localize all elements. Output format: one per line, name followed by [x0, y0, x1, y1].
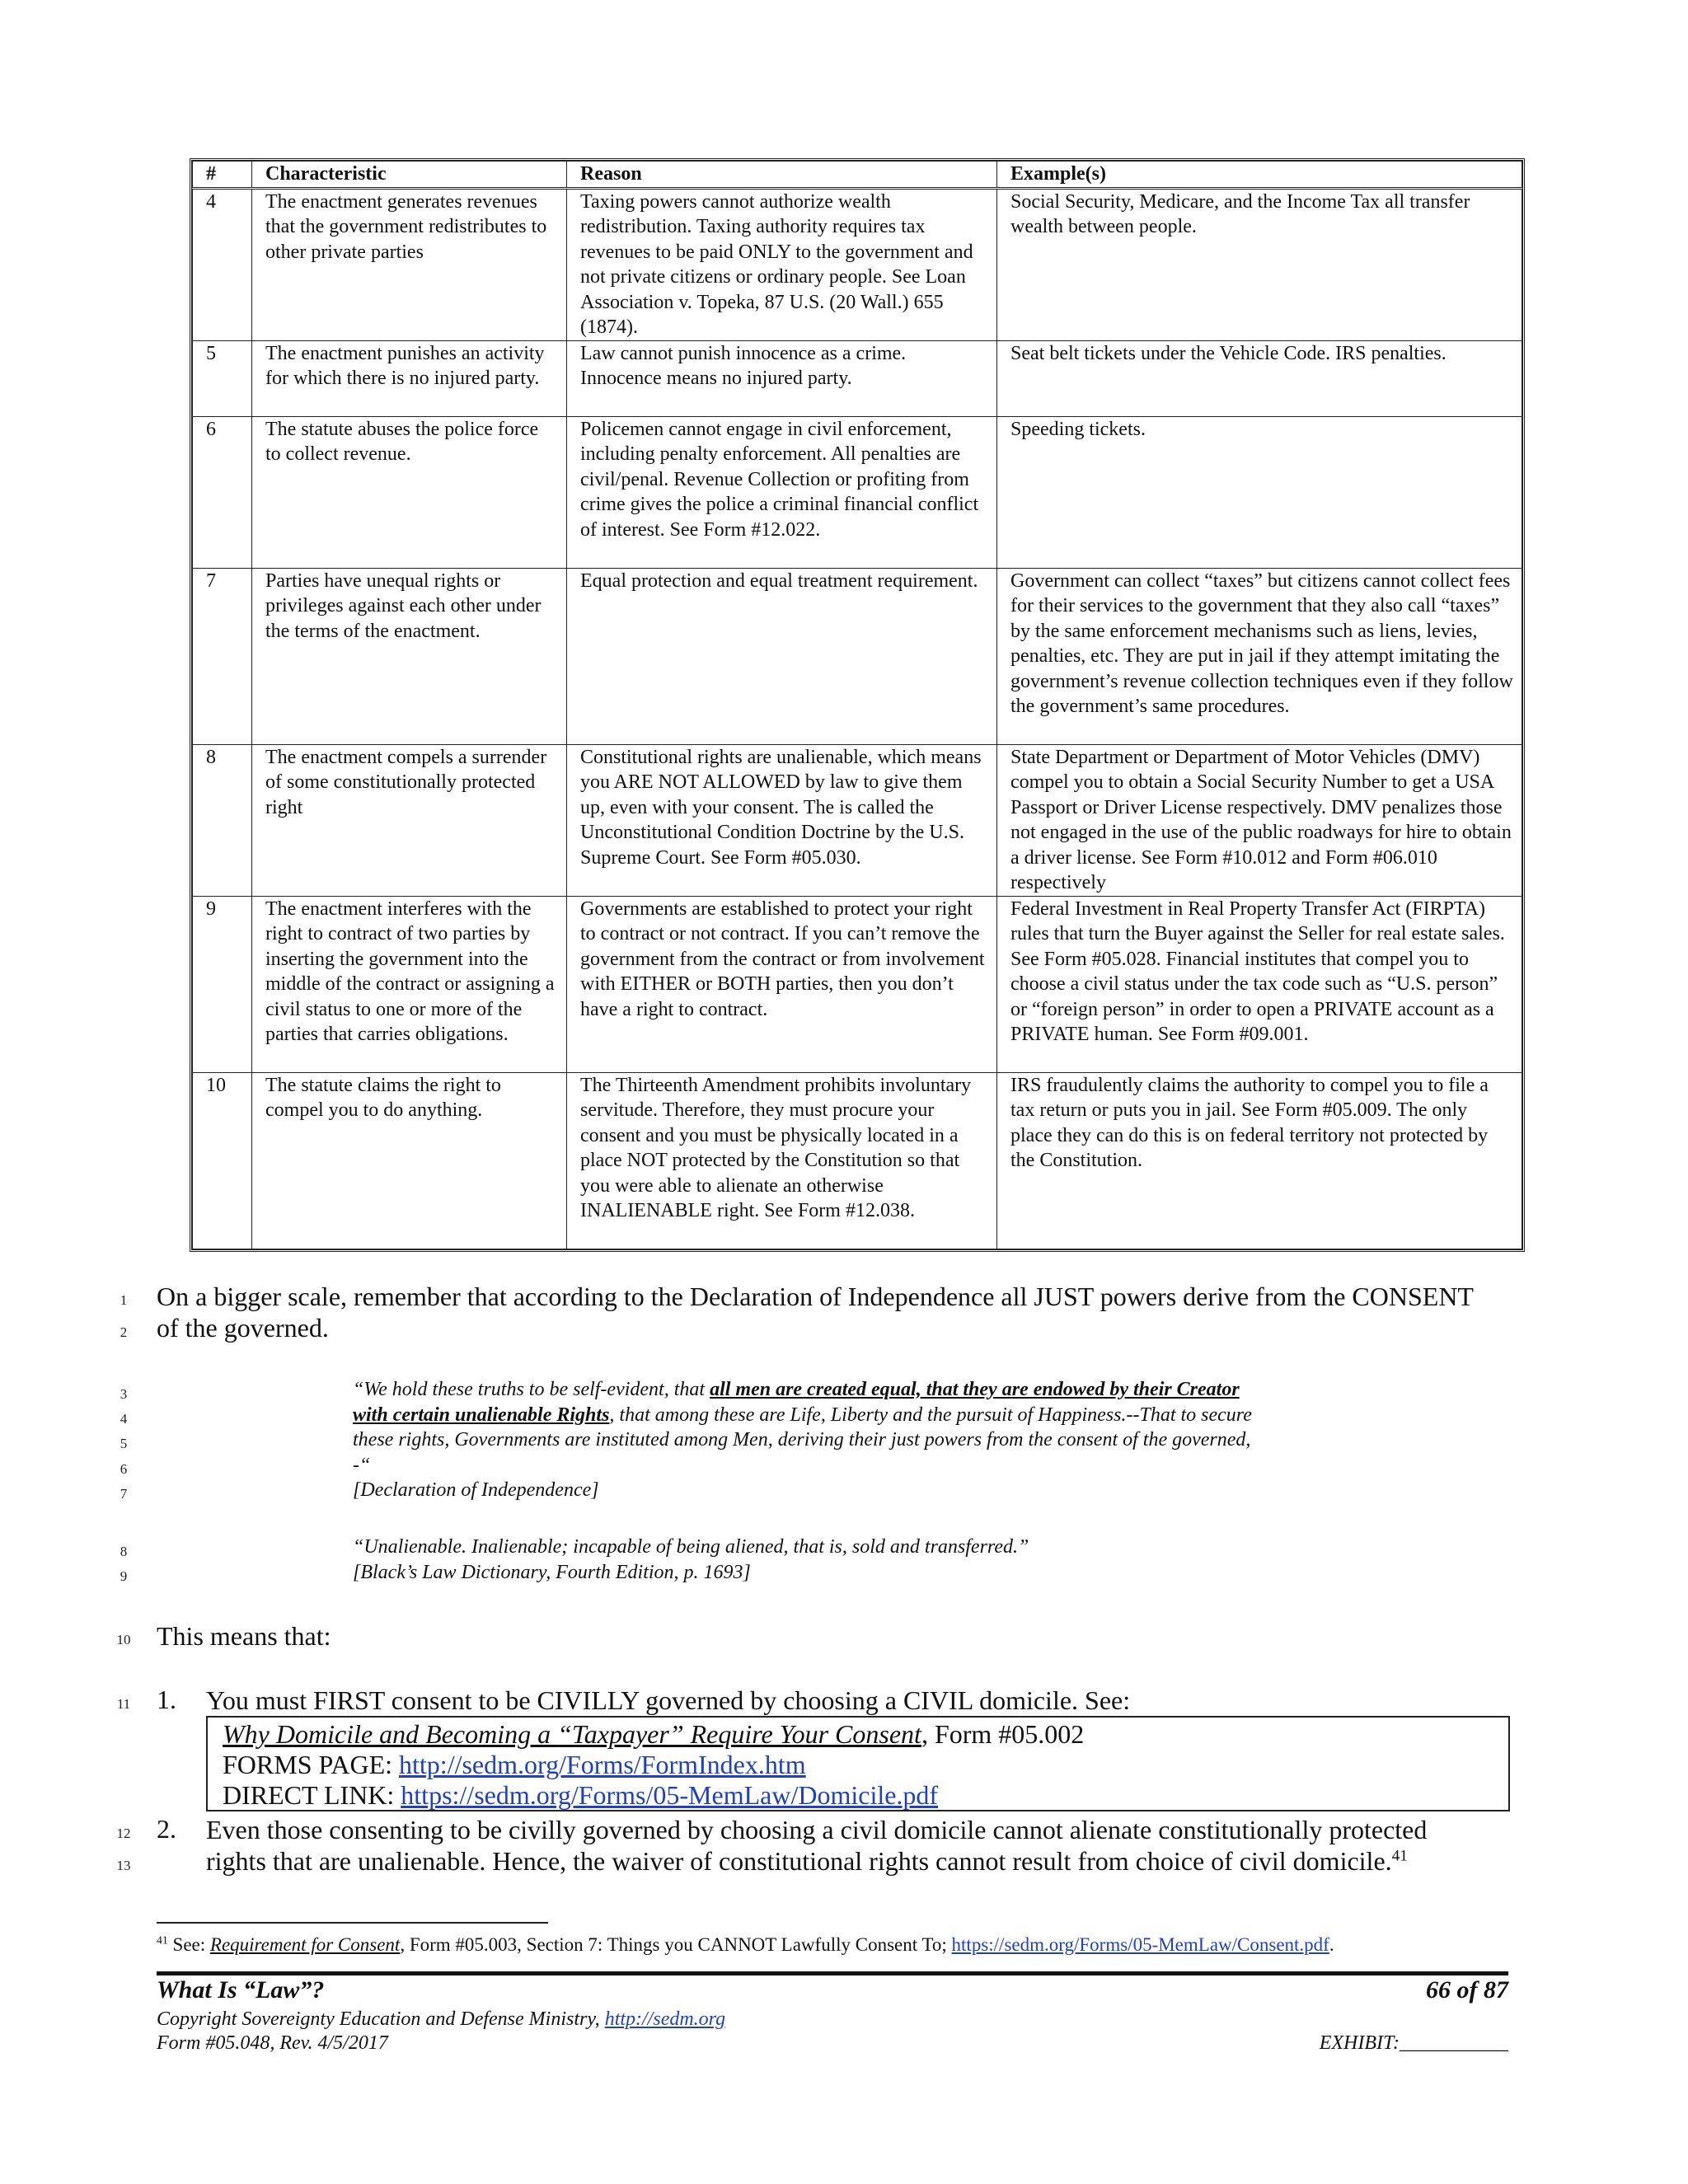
- list-item-number: 2.: [157, 1814, 176, 1844]
- footnote-link[interactable]: https://sedm.org/Forms/05-MemLaw/Consent.pdf: [951, 1934, 1329, 1955]
- footer-title: What Is “Law”?: [157, 1976, 325, 2004]
- quote-emphasis: with certain unalienable Rights: [353, 1404, 610, 1426]
- row-characteristic: The enactment interferes with the right to contract of two parties by inserting the government into the middle of the contract or assigning a civil status to one or more of the parties that carries obligations.: [252, 896, 567, 1072]
- header-examples: Example(s): [997, 162, 1522, 189]
- quote-line: “Unalienable. Inalienable; incapable of being aliened, that is, sold and transferred.”: [353, 1536, 1029, 1558]
- table-row: [193, 1072, 1522, 1249]
- line-number: 5: [120, 1436, 128, 1451]
- characteristics-table: [190, 158, 1525, 1252]
- row-num: 4: [193, 188, 252, 340]
- row-num: 6: [193, 416, 252, 568]
- row-reason: Policemen cannot engage in civil enforcement, including penalty enforcement. All penalties are civil/penal. Revenue Collection or profiting from crime gives the police a criminal financial conflict of interest. See Form #12.022.: [567, 416, 997, 568]
- list-item-number: 1.: [157, 1685, 176, 1714]
- row-reason: Governments are established to protect your right to contract or not contract. If you can’t remove the government from the contract or from involvement with EITHER or BOTH parties, then you don’t have a right to contract.: [567, 896, 997, 1072]
- row-num: 10: [193, 1072, 252, 1249]
- header-num: #: [193, 162, 252, 189]
- page-number: 66 of 87: [1426, 1976, 1508, 2004]
- row-reason: Taxing powers cannot authorize wealth redistribution. Taxing authority requires tax revenues to be paid ONLY to the government and not private citizens or ordinary people. See Loan Association v. Topeka, 87 U.S. (20 Wall.) 655 (1874).: [567, 188, 997, 340]
- row-examples: Seat belt tickets under the Vehicle Code. IRS penalties.: [997, 340, 1522, 416]
- footer-exhibit: EXHIBIT:___________: [1319, 2032, 1508, 2054]
- row-characteristic: The statute claims the right to compel you to do anything.: [252, 1072, 567, 1249]
- row-examples: Social Security, Medicare, and the Income Tax all transfer wealth between people.: [997, 188, 1522, 340]
- row-reason: Equal protection and equal treatment requirement.: [567, 568, 997, 744]
- line-number: 8: [120, 1544, 128, 1559]
- line-number: 10: [116, 1632, 131, 1647]
- paragraph-means: This means that:: [157, 1621, 331, 1651]
- footnote-reference[interactable]: Requirement for Consent: [209, 1934, 401, 1955]
- quote-line: “We hold these truths to be self-evident, that all men are created equal, that they are endowed by their Creator: [353, 1379, 1240, 1400]
- footer-divider: [157, 1971, 1508, 1975]
- table-row: [193, 340, 1522, 416]
- line-number: 12: [116, 1825, 131, 1841]
- row-characteristic: The enactment generates revenues that the government redistributes to other private parties: [252, 188, 567, 340]
- direct-link[interactable]: https://sedm.org/Forms/05-MemLaw/Domicile.pdf: [401, 1780, 939, 1810]
- header-characteristic: Characteristic: [252, 162, 567, 189]
- header-reason: Reason: [567, 162, 997, 189]
- line-number: 6: [120, 1461, 128, 1477]
- row-reason: Constitutional rights are unalienable, which means you ARE NOT ALLOWED by law to give them up, even with your consent. The is called the Unconstitutional Condition Doctrine by the U.S. Supreme Court. See Form #05.030.: [567, 744, 997, 896]
- table-row: [193, 744, 1522, 896]
- quote-line: with certain unalienable Rights, that among these are Life, Liberty and the pursuit of Happiness.--That to secure: [353, 1404, 1252, 1426]
- row-num: 9: [193, 896, 252, 1072]
- quote-line: -“: [353, 1454, 371, 1476]
- reference-title-link[interactable]: Why Domicile and Becoming a “Taxpayer” Require Your Consent: [223, 1719, 921, 1749]
- row-examples: Federal Investment in Real Property Transfer Act (FIRPTA) rules that turn the Buyer against the Seller for real estate sales. See Form #05.028. Financial institutes that compel you to choose a civil status under the tax code such as “U.S. person” or “foreign person” in order to open a PRIVATE account as a PRIVATE human. See Form #09.001.: [997, 896, 1522, 1072]
- table-row: [193, 188, 1522, 340]
- row-characteristic: Parties have unequal rights or privileges against each other under the terms of the enactment.: [252, 568, 567, 744]
- reference-box: [206, 1716, 1510, 1811]
- footer-link[interactable]: http://sedm.org: [604, 2008, 726, 2030]
- paragraph-line: On a bigger scale, remember that according to the Declaration of Independence all JUST powers derive from the CONSENT: [157, 1282, 1474, 1311]
- characteristics-table-grid: [192, 161, 1522, 1249]
- quote-citation: [Declaration of Independence]: [353, 1479, 599, 1501]
- quote-citation: [Black’s Law Dictionary, Fourth Edition, p. 1693]: [353, 1561, 751, 1583]
- row-num: 5: [193, 340, 252, 416]
- paragraph-consent: [157, 1281, 1474, 1343]
- table-row: [193, 568, 1522, 744]
- list-item-text: Even those consenting to be civilly governed by choosing a civil domicile cannot alienate constitutionally protected rights that are unalienable. Hence, the waiver of constitutional rights cannot result from choice of civil domicile.$^{41}$: [206, 1815, 1428, 1876]
- row-reason: The Thirteenth Amendment prohibits involuntary servitude. Therefore, they must procure your consent and you must be physically located in a place NOT protected by the Constitution so that you were able to alienate an otherwise INALIENABLE right. See Form #12.038.: [567, 1072, 997, 1249]
- line-number: 7: [120, 1486, 128, 1502]
- line-number: 3: [120, 1386, 128, 1402]
- forms-page-line: FORMS PAGE: http://sedm.org/Forms/FormIndex.htm: [223, 1750, 806, 1779]
- line-number: 1: [120, 1292, 128, 1308]
- footer-copyright: Copyright Sovereignty Education and Defense Ministry, http://sedm.org: [157, 2008, 726, 2030]
- table-header-row: [193, 162, 1522, 189]
- quote-line: these rights, Governments are instituted among Men, deriving their just powers from the consent of the governed,: [353, 1429, 1251, 1451]
- line-number: 11: [116, 1696, 131, 1712]
- declaration-quote: [353, 1377, 1342, 1503]
- footnote-divider: [157, 1922, 548, 1924]
- table-row: [193, 896, 1522, 1072]
- quote-emphasis: all men are created equal, that they are endowed by their Creator: [710, 1379, 1240, 1400]
- line-number: 2: [120, 1324, 128, 1340]
- paragraph-line: of the governed.: [157, 1313, 329, 1343]
- row-characteristic: The statute abuses the police force to collect revenue.: [252, 416, 567, 568]
- row-num: 8: [193, 744, 252, 896]
- row-examples: State Department or Department of Motor Vehicles (DMV) compel you to obtain a Social Security Number to get a USA Passport or Driver License respectively. DMV penalizes those not engaged in the use of the public roadways for hire to obtain a driver license. See Form #10.012 and Form #06.010 respectively: [997, 744, 1522, 896]
- list-item-text: You must FIRST consent to be CIVILLY governed by choosing a CIVIL domicile. See:: [206, 1685, 1131, 1715]
- row-examples: Government can collect “taxes” but citizens cannot collect fees for their services to the government that they also call “taxes” by the same enforcement mechanisms such as liens, levies, penalties, etc. They are put in jail if they attempt imitating the government’s revenue collection techniques even if they follow the government’s same procedures.: [997, 568, 1522, 744]
- row-examples: Speeding tickets.: [997, 416, 1522, 568]
- row-reason: Law cannot punish innocence as a crime. Innocence means no injured party.: [567, 340, 997, 416]
- row-characteristic: The enactment compels a surrender of some constitutionally protected right: [252, 744, 567, 896]
- forms-page-link[interactable]: http://sedm.org/Forms/FormIndex.htm: [399, 1750, 806, 1779]
- dictionary-quote: [353, 1535, 1342, 1585]
- line-number: 9: [120, 1568, 128, 1584]
- footnote: $^{41}$ See: Requirement for Consent, Form #05.003, Section 7: Things you CANNOT Lawfully Consent To; https://sedm.org/Forms/05-MemLaw/Consent.pdf.: [157, 1933, 1334, 1955]
- row-examples: IRS fraudulently claims the authority to compel you to file a tax return or puts you in jail. See Form #05.009. The only place they can do this is on federal territory not protected by the Constitution.: [997, 1072, 1522, 1249]
- direct-link-line: DIRECT LINK: https://sedm.org/Forms/05-MemLaw/Domicile.pdf: [223, 1780, 939, 1810]
- reference-title-line: Why Domicile and Becoming a “Taxpayer” Require Your Consent, Form #05.002: [223, 1719, 1085, 1749]
- footnote-number: 41: [157, 1933, 168, 1947]
- footnote-marker[interactable]: 41: [1391, 1847, 1408, 1865]
- footer-form-id: Form #05.048, Rev. 4/5/2017: [157, 2032, 388, 2054]
- table-row: [193, 416, 1522, 568]
- line-number: 4: [120, 1411, 128, 1427]
- row-num: 7: [193, 568, 252, 744]
- line-number: 13: [116, 1858, 131, 1873]
- row-characteristic: The enactment punishes an activity for which there is no injured party.: [252, 340, 567, 416]
